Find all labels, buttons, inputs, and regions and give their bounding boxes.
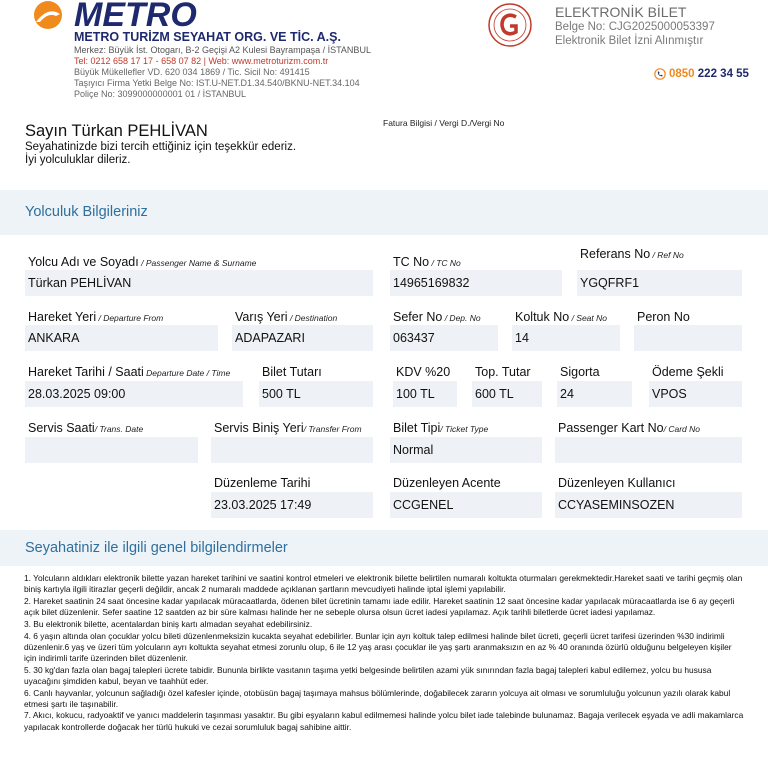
- company-tax: Büyük Mükellefler VD. 620 034 1869 / Tic. Sicil No: 491415: [74, 67, 310, 77]
- passenger-name-label: Yolcu Adı ve Soyadı / Passenger Name & Surname: [28, 255, 257, 269]
- service-pickup-label: Servis Biniş Yeri/ Transfer From: [214, 421, 362, 435]
- logo-wordmark: METRO: [74, 0, 197, 34]
- greeting-thanks: Seyahatinizde bizi tercih ettiğiniz için teşekkür ederiz.: [25, 141, 297, 153]
- metro-logo-icon: [26, 0, 68, 30]
- phone-icon: [654, 68, 666, 80]
- seat-no-label: Koltuk No / Seat No: [515, 310, 608, 324]
- greeting-wishes: İyi yolculuklar dileriz.: [25, 154, 131, 166]
- info-item: 7. Akıcı, kokucu, radyoaktif ve yanıcı maddelerin taşınması yasaktır. Bu gibi eşyaların kabul edilmemesi halinde yolcu bilet iade talebinde bulunamaz. Bagaja verilecek eşyada ve adli makamlarca yapılacak kontrollerde doğacak her türlü hukuki ve cezai sorumluluk bagaj sahibine aittir.: [24, 710, 744, 732]
- ref-no-value: YGQFRF1: [577, 270, 742, 296]
- total-amount-value: 600 TL: [472, 381, 542, 407]
- service-time-label: Servis Saati/ Trans. Date: [28, 421, 144, 435]
- company-contact: Tel: 0212 658 17 17 - 658 07 82 | Web: www.metroturizm.com.tr: [74, 56, 329, 66]
- phone-prefix: 0850: [669, 68, 695, 80]
- departure-from-label: Hareket Yeri / Departure From: [28, 310, 164, 324]
- metro-logo: [24, 0, 224, 34]
- e-ticket-permit-note: Elektronik Bilet İzni Alınmıştır: [555, 35, 704, 47]
- phone-number: 222 34 55: [694, 68, 749, 80]
- passenger-name-value: Türkan PEHLİVAN: [25, 270, 373, 296]
- service-pickup-value: [211, 437, 373, 463]
- passenger-card-value: [555, 437, 742, 463]
- issuing-user-value: CCYASEMINSOZEN: [555, 492, 742, 518]
- platform-no-label: Peron No: [637, 310, 690, 324]
- info-item: 2. Hareket saatinin 24 saat öncesine kadar yapılacak müracaatlarda, ödenen bilet ücretinin tamamı iade edilir. Hareket saatinin 12 saat öncesine kadar yapılacak müracaatlarda ise 6 ay geçerli açık bilet düzenlenir. Sefer saatine 12 saatden az bir süre kalması halinde her ne sebeple olursa olsun ücret iadesi yapılamaz. Açık tarihli biletlerde ücret iadesi yapılamaz.: [24, 595, 735, 618]
- document-number: Belge No: CJG2025000053397: [555, 21, 715, 33]
- passenger-card-label: Passenger Kart No/ Card No: [558, 421, 700, 435]
- dep-no-label: Sefer No / Dep. No: [393, 310, 481, 324]
- e-ticket-title: ELEKTRONİK BİLET: [555, 4, 687, 20]
- issue-date-value: 23.03.2025 17:49: [211, 492, 373, 518]
- company-name: METRO TURİZM SEYAHAT ORG. VE TİC. A.Ş.: [74, 30, 341, 44]
- seat-no-value: 14: [512, 325, 620, 351]
- tc-no-label: TC No / TC No: [393, 255, 461, 269]
- total-amount-label: Top. Tutar: [475, 365, 531, 379]
- greeting-name: Sayın Türkan PEHLİVAN: [25, 122, 208, 140]
- issuing-agent-label: Düzenleyen Acente: [393, 476, 501, 490]
- info-item: 5. 30 kg'dan fazla olan bagaj talepleri ücrete tabidir. Bununla birlikte vasıtanın taşıma yetki belgesinde belirtilen azami yük sınırından fazla bagaj talepleri kabul edilemez, yolcu bu hususa uyacağını şimdiden kabul, beyan ve taahhüt eder.: [24, 664, 712, 686]
- issuing-user-label: Düzenleyen Kullanıcı: [558, 476, 676, 490]
- gib-seal-icon: [487, 2, 533, 48]
- ref-no-label: Referans No / Ref No: [580, 247, 684, 261]
- issuing-agent-value: CCGENEL: [390, 492, 542, 518]
- company-policy: Poliçe No: 3099000000001 01 / İSTANBUL: [74, 89, 246, 99]
- info-list: [24, 573, 746, 733]
- call-center-phone: [654, 68, 749, 80]
- destination-label: Varış Yeri / Destination: [235, 310, 338, 324]
- platform-no-value: [634, 325, 742, 351]
- company-address: Merkez: Büyük İst. Otogarı, B-2 Geçişi A2 Kulesi Bayrampaşa / İSTANBUL: [74, 45, 371, 55]
- info-item: 3. Bu elektronik bilette, acentalardan biniş kartı almadan seyahat edebilirsiniz.: [24, 618, 313, 629]
- dep-no-value: 063437: [390, 325, 498, 351]
- vat-value: 100 TL: [393, 381, 457, 407]
- departure-datetime-value: 28.03.2025 09:00: [25, 381, 243, 407]
- info-item: 4. 6 yaşın altında olan çocuklar yolcu bileti düzenlenmeksizin kucakta seyahat edebilirler. Bunlar için ayrı koltuk talep edilmesi halinde bilet ücreti, geçerli ücret tarifesi üzerinden %30 indirimli düzenlenir.6 yaş ve üzeri tüm yolcuların ayrı koltukta seyahat etmesi zorunlu olup, 6 ile 12 yaş arası çocuklar ile yaş şartı aranmaksızın en az % 40 oranında özürlü olduğunu belgeleyen kişiler için indirimli tarife üzerinden bilet düzenlenir.: [24, 630, 732, 663]
- payment-type-label: Ödeme Şekli: [652, 365, 724, 379]
- destination-value: ADAPAZARI: [232, 325, 373, 351]
- ticket-type-value: Normal: [390, 437, 542, 463]
- tc-no-value: 14965169832: [390, 270, 562, 296]
- info-item: 1. Yolcuların aldıkları elektronik bilette yazan hareket tarihini ve saatini kontrol etmeleri ve elektronik bilette belirtilen numaralı koltukta oturmaları gerekmektedir.Hareket saati ve tarihi geçmiş olan biniş kartıyla ilgili itirazlar geçerli değildir, ancak 2 numaralı maddede açıklanan şartların mevcudiyeti halinde iptal işlemi yapılabilir.: [24, 573, 743, 595]
- ticket-amount-label: Bilet Tutarı: [262, 365, 322, 379]
- departure-datetime-label: Hareket Tarihi / Saati Departure Date / Time: [28, 365, 231, 379]
- invoice-info-label: Fatura Bilgisi / Vergi D./Vergi No: [383, 118, 505, 128]
- ticket-type-label: Bilet Tipi/ Ticket Type: [393, 421, 489, 435]
- vat-label: KDV %20: [396, 365, 451, 379]
- payment-type-value: VPOS: [649, 381, 742, 407]
- ticket-amount-value: 500 TL: [259, 381, 373, 407]
- company-details: [74, 45, 371, 100]
- departure-from-value: ANKARA: [25, 325, 218, 351]
- insurance-value: 24: [557, 381, 632, 407]
- e-ticket-info: [555, 4, 765, 48]
- service-time-value: [25, 437, 198, 463]
- info-section-title: Seyahatiniz ile ilgili genel bilgilendirmeler: [25, 540, 288, 556]
- insurance-label: Sigorta: [560, 365, 600, 379]
- travel-section-title: Yolculuk Bilgileriniz: [25, 204, 148, 220]
- company-permit: Taşıyıcı Firma Yetki Belge No: IST.U-NET.D1.34.540/BKNU-NET.34.104: [74, 78, 360, 88]
- issue-date-label: Düzenleme Tarihi: [214, 476, 311, 490]
- info-item: 6. Canlı hayvanlar, yolcunun sağladığı özel kafesler içinde, otobüsün bagaj taşımaya mahsus bölümlerinde, doğabilecek zararın yolcuya ait olması ve sorumluluğu yolcunun yazılı olarak kabul etmesi şartı ile taşınabilir.: [24, 687, 731, 709]
